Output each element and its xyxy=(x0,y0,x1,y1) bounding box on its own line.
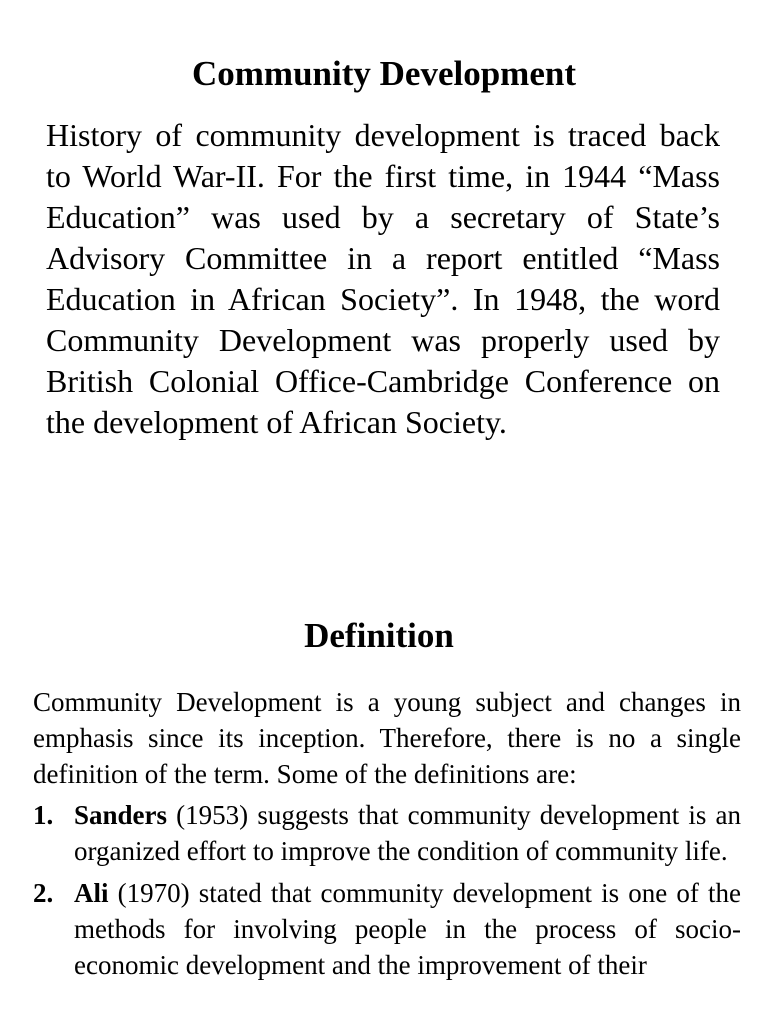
definition-text: (1970) stated that community development is one of the methods for involving people in the process of socio-economic development and the improvement of their xyxy=(74,878,741,980)
definition-heading: Definition xyxy=(304,616,454,655)
definition-number: 1. xyxy=(33,800,54,830)
definition-text: (1953) suggests that community development is an organized effort to improve the condition of community life. xyxy=(74,800,741,866)
definition-intro: Community Development is a young subject and changes in emphasis since its inception. Therefore, there is no a single definition of the term. Some of the definitions are: xyxy=(33,687,741,789)
definition-item-sanders xyxy=(33,797,741,869)
definition-list xyxy=(33,797,741,989)
history-paragraph: History of community development is traced back to World War-II. For the first time, in 1944 “Mass Education” was used by a secretary of State’s Advisory Committee in a report entitled “Mass Education in African Society”. In 1948, the word Community Development was properly used by British Colonial Office-Cambridge Conference on the development of African Society. xyxy=(46,117,720,440)
definition-author: Ali xyxy=(74,878,109,908)
definition-number: 2. xyxy=(33,878,54,908)
definition-author: Sanders xyxy=(74,800,168,830)
page-title: Community Development xyxy=(192,54,576,93)
definition-item-ali xyxy=(33,875,741,983)
